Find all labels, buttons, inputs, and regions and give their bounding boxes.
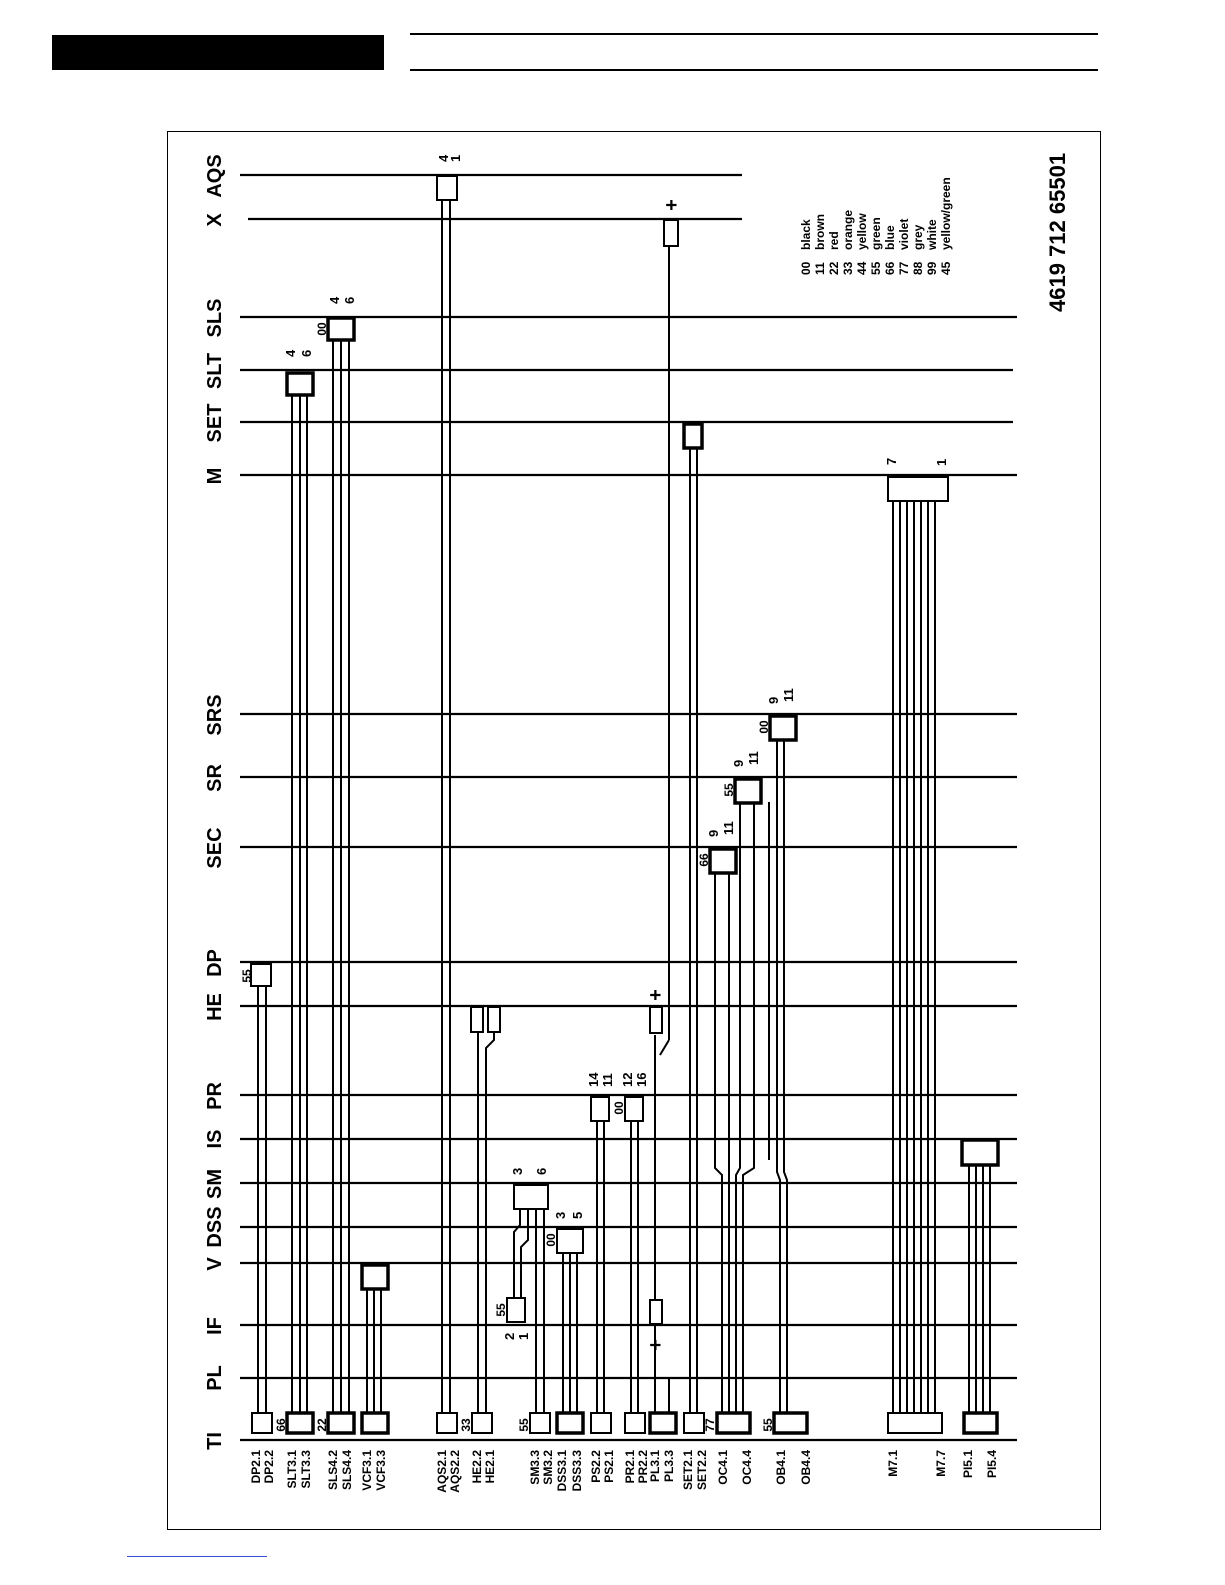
code-if-top: 55 <box>494 1303 508 1317</box>
label-oc4-1: OC4.1 <box>716 1450 730 1485</box>
pin-aqs-b: 1 <box>448 154 463 162</box>
pin-ps-b: 11 <box>600 1073 615 1087</box>
legend-code-2: 22 <box>827 261 841 275</box>
bus-label-sec: SEC <box>204 827 226 869</box>
legend-color-9: white <box>925 219 939 250</box>
pin-aqs-a: 4 <box>436 154 451 162</box>
legend-color-5: green <box>869 217 883 250</box>
label-m7-7: M7.7 <box>934 1450 948 1477</box>
pin-slt-b: 6 <box>299 349 314 357</box>
code-pr-top: 00 <box>612 1101 626 1115</box>
pin-sr-a: 9 <box>731 759 746 767</box>
wires <box>258 200 990 1415</box>
code-sr-top: 55 <box>722 783 736 797</box>
plus-symbol-x: + <box>661 199 683 211</box>
bus-label-pr: PR <box>204 1082 226 1110</box>
label-vcf3-1: VCF3.1 <box>360 1450 374 1491</box>
legend-color-7: violet <box>897 218 911 250</box>
pin-numbers <box>283 154 949 1340</box>
label-vcf3-3: VCF3.3 <box>374 1450 388 1491</box>
bus-label-set: SET <box>204 403 226 443</box>
label-dss3-1: DSS3.1 <box>555 1450 569 1492</box>
pin-sm-a: 3 <box>510 1167 525 1175</box>
label-ob4-1: OB4.1 <box>774 1450 788 1485</box>
pin-sm-b: 6 <box>534 1167 549 1175</box>
bus-label-m: M <box>204 467 226 485</box>
pin-if-a: 2 <box>502 1332 517 1340</box>
pin-slt-a: 4 <box>283 349 298 357</box>
label-oc4-4: OC4.4 <box>740 1450 754 1485</box>
wire-codes <box>240 322 775 1432</box>
ti-connectors <box>252 1413 997 1433</box>
pin-if-b: 1 <box>516 1332 531 1340</box>
code-sm: 55 <box>517 1418 531 1432</box>
label-pi5-4: PI5.4 <box>985 1450 999 1479</box>
pin-sr-b: 11 <box>746 751 761 765</box>
label-ob4-4: OB4.4 <box>799 1450 813 1485</box>
legend-code-10: 45 <box>939 261 953 275</box>
legend-code-9: 99 <box>925 261 939 275</box>
label-m7-1: M7.1 <box>886 1450 900 1477</box>
bus-label-he: HE <box>204 993 226 1021</box>
label-set2-1: SET2.1 <box>681 1450 695 1491</box>
legend-color-4: yellow <box>855 213 869 250</box>
bus-label-sls: SLS <box>204 298 226 338</box>
plus-symbol-he: + <box>645 989 667 1001</box>
bus-label-v: V <box>204 1257 226 1271</box>
label-sls4-2: SLS4.2 <box>326 1450 340 1491</box>
plus-symbol-if: + <box>645 1339 667 1351</box>
code-aqs: 33 <box>459 1418 473 1432</box>
label-slt3-3: SLT3.3 <box>299 1450 313 1489</box>
code-sls-top: 00 <box>315 322 329 336</box>
code-dp: 55 <box>240 969 254 983</box>
pin-sls-b: 6 <box>342 296 357 304</box>
bus-label-is: IS <box>204 1129 226 1149</box>
label-pi5-1: PI5.1 <box>961 1450 975 1479</box>
bus-labels <box>204 154 226 1450</box>
bus-label-slt: SLT <box>204 352 226 390</box>
code-sec-top: 66 <box>697 853 711 867</box>
bus-label-aqs: AQS <box>204 154 226 198</box>
bus-label-sm: SM <box>204 1169 226 1199</box>
pin-srs-a: 9 <box>766 696 781 704</box>
plus-symbols <box>645 199 683 1351</box>
legend-color-10: yellow/green <box>939 177 953 250</box>
label-he2-1: HE2.1 <box>483 1450 497 1484</box>
label-pr2-1: PR2.1 <box>623 1450 637 1484</box>
legend-code-3: 33 <box>841 261 855 275</box>
label-aqs2-2: AQS2.2 <box>448 1450 462 1493</box>
legend-code-6: 66 <box>883 261 897 275</box>
label-set2-2: SET2.2 <box>695 1450 709 1491</box>
pin-dss-b: 5 <box>570 1211 585 1219</box>
label-aqs2-1: AQS2.1 <box>435 1450 449 1493</box>
legend-code-8: 88 <box>911 261 925 275</box>
bus-label-dp: DP <box>204 949 226 977</box>
pin-srs-b: 11 <box>781 688 796 702</box>
bus-label-x: X <box>204 213 226 227</box>
pin-pr-a: 12 <box>620 1072 635 1087</box>
code-oc: 77 <box>703 1418 717 1432</box>
label-sm3-2: SM3.2 <box>541 1450 555 1485</box>
legend-code-0: 00 <box>799 261 813 275</box>
label-pl3-3: PL3.3 <box>662 1450 676 1483</box>
label-ps2-2: PS2.2 <box>589 1450 603 1483</box>
code-srs-top: 00 <box>757 720 771 734</box>
label-ps2-1: PS2.1 <box>602 1450 616 1483</box>
bus-connectors <box>251 176 998 1324</box>
legend-color-3: orange <box>841 209 855 250</box>
legend-code-7: 77 <box>897 261 911 275</box>
drawing-number: 4619 712 65501 <box>1045 152 1070 312</box>
label-dss3-3: DSS3.3 <box>570 1450 584 1492</box>
code-sls: 22 <box>315 1418 329 1432</box>
bus-label-srs: SRS <box>204 694 226 736</box>
pin-m-b: 1 <box>934 458 949 466</box>
code-dss-top: 00 <box>544 1233 558 1247</box>
label-dp2-2: DP2.2 <box>262 1450 276 1484</box>
label-dp2-1: DP2.1 <box>249 1450 263 1484</box>
connector-labels <box>249 1450 999 1493</box>
legend-color-6: blue <box>883 225 897 250</box>
legend-color-1: brown <box>813 214 827 250</box>
pin-ps-a: 14 <box>586 1072 601 1087</box>
bus-label-dss: DSS <box>204 1206 226 1248</box>
label-sm3-3: SM3.3 <box>528 1450 542 1485</box>
code-slt: 66 <box>274 1418 288 1432</box>
bus-label-pl: PL <box>204 1365 226 1391</box>
pin-dss-a: 3 <box>553 1211 568 1219</box>
code-ob: 55 <box>761 1418 775 1432</box>
legend-code-1: 11 <box>813 262 827 275</box>
label-slt3-1: SLT3.1 <box>285 1450 299 1489</box>
color-legend <box>799 177 953 275</box>
legend-color-8: grey <box>911 224 925 250</box>
label-pr2-2: PR2.2 <box>636 1450 650 1484</box>
pin-sls-a: 4 <box>327 296 342 304</box>
legend-code-4: 44 <box>855 261 869 275</box>
legend-code-5: 55 <box>869 261 883 275</box>
pin-m-a: 7 <box>884 457 899 465</box>
label-pl3-1: PL3.1 <box>648 1450 662 1483</box>
pin-sec-b: 11 <box>721 821 736 835</box>
label-sls4-4: SLS4.4 <box>340 1450 354 1491</box>
legend-color-0: black <box>799 219 813 250</box>
bus-label-ti: TI <box>204 1432 226 1450</box>
legend-color-2: red <box>827 231 841 250</box>
label-he2-2: HE2.2 <box>470 1450 484 1484</box>
pin-pr-b: 16 <box>634 1072 649 1087</box>
pin-sec-a: 9 <box>706 829 721 837</box>
bus-label-if: IF <box>204 1317 226 1335</box>
bus-label-sr: SR <box>204 764 226 792</box>
